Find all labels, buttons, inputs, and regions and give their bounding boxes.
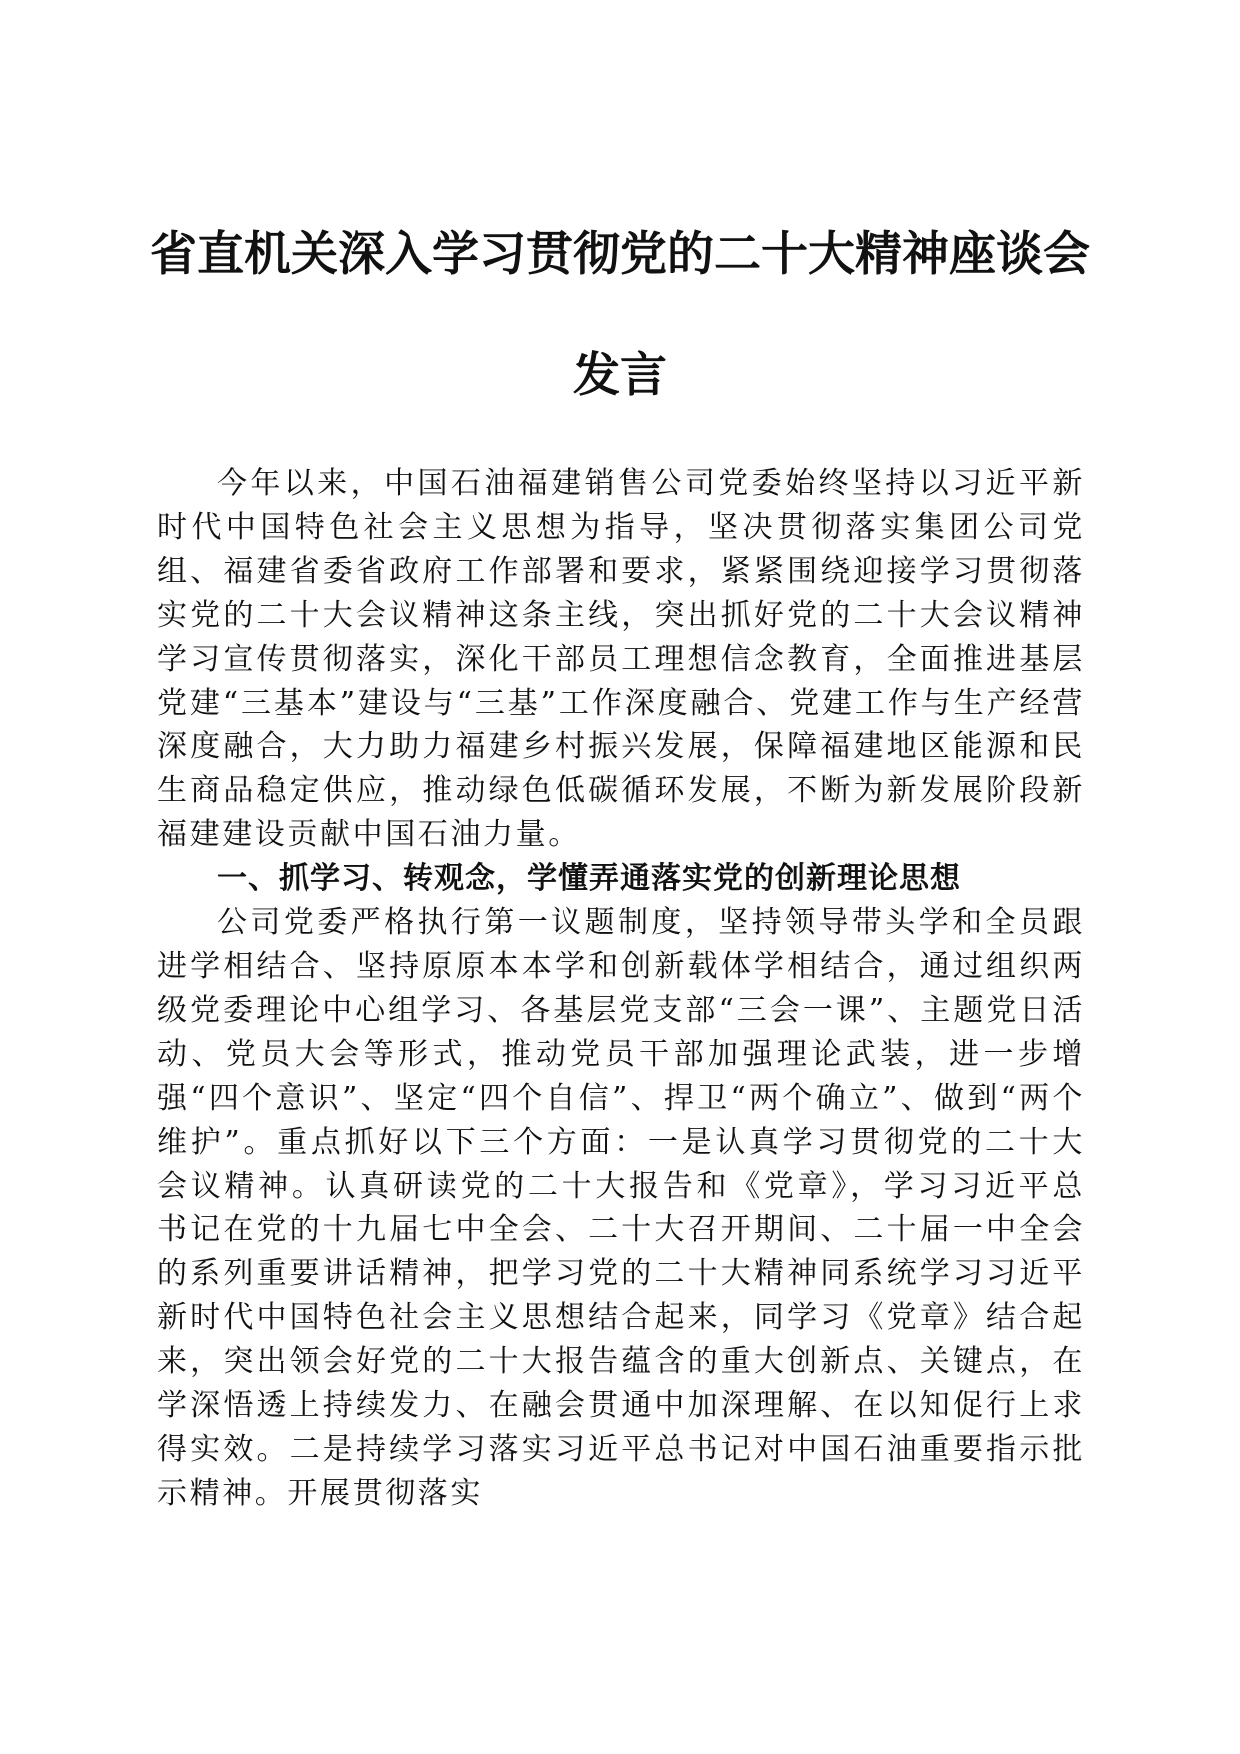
document-title-line-1: 省直机关深入学习贯彻党的二十大精神座谈会 — [150, 227, 1090, 282]
section-1-paragraph: 公司党委严格执行第一议题制度，坚持领导带头学和全员跟进学相结合、坚持原原本本学和创新载体学相结合，通过组织两级党委理论中心组学习、各基层党支部“三会一课”、主题党日活动、党员大会等形式，推动党员干部加强理论武装，进一步增强“四个意识”、坚定“四个自信”、捍卫“两个确立”、做到“两个维护”。重点抓好以下三个方面：一是认真学习贯彻党的二十大会议精神。认真研读党的二十大报告和《党章》，学习习近平总书记在党的十九届七中全会、二十大召开期间、二十届一中全会的系列重要讲话精神，把学习党的二十大精神同系统学习习近平新时代中国特色社会主义思想结合起来，同学习《党章》结合起来，突出领会好党的二十大报告蕴含的重大创新点、关键点，在学深悟透上持续发力、在融会贯通中加深理解、在以知促行上求得实效。二是持续学习落实习近平总书记对中国石油重要指示批示精神。开展贯彻落实 — [157, 905, 1085, 1511]
document-title-line-2: 发言 — [573, 348, 667, 403]
section-1-heading: 一、抓学习、转观念，学懂弄通落实党的创新理论思想 — [217, 861, 961, 897]
document-body — [157, 462, 1085, 1516]
intro-paragraph: 今年以来，中国石油福建销售公司党委始终坚持以习近平新时代中国特色社会主义思想为指导，坚决贯彻落实集团公司党组、福建省委省政府工作部署和要求，紧紧围绕迎接学习贯彻落实党的二十大会议精神这条主线，突出抓好党的二十大会议精神学习宣传贯彻落实，深化干部员工理想信念教育，全面推进基层党建“三基本”建设与“三基”工作深度融合、党建工作与生产经营深度融合，大力助力福建乡村振兴发展，保障福建地区能源和民生商品稳定供应，推动绿色低碳循环发展，不断为新发展阶段新福建建设贡献中国石油力量。 — [157, 466, 1085, 853]
